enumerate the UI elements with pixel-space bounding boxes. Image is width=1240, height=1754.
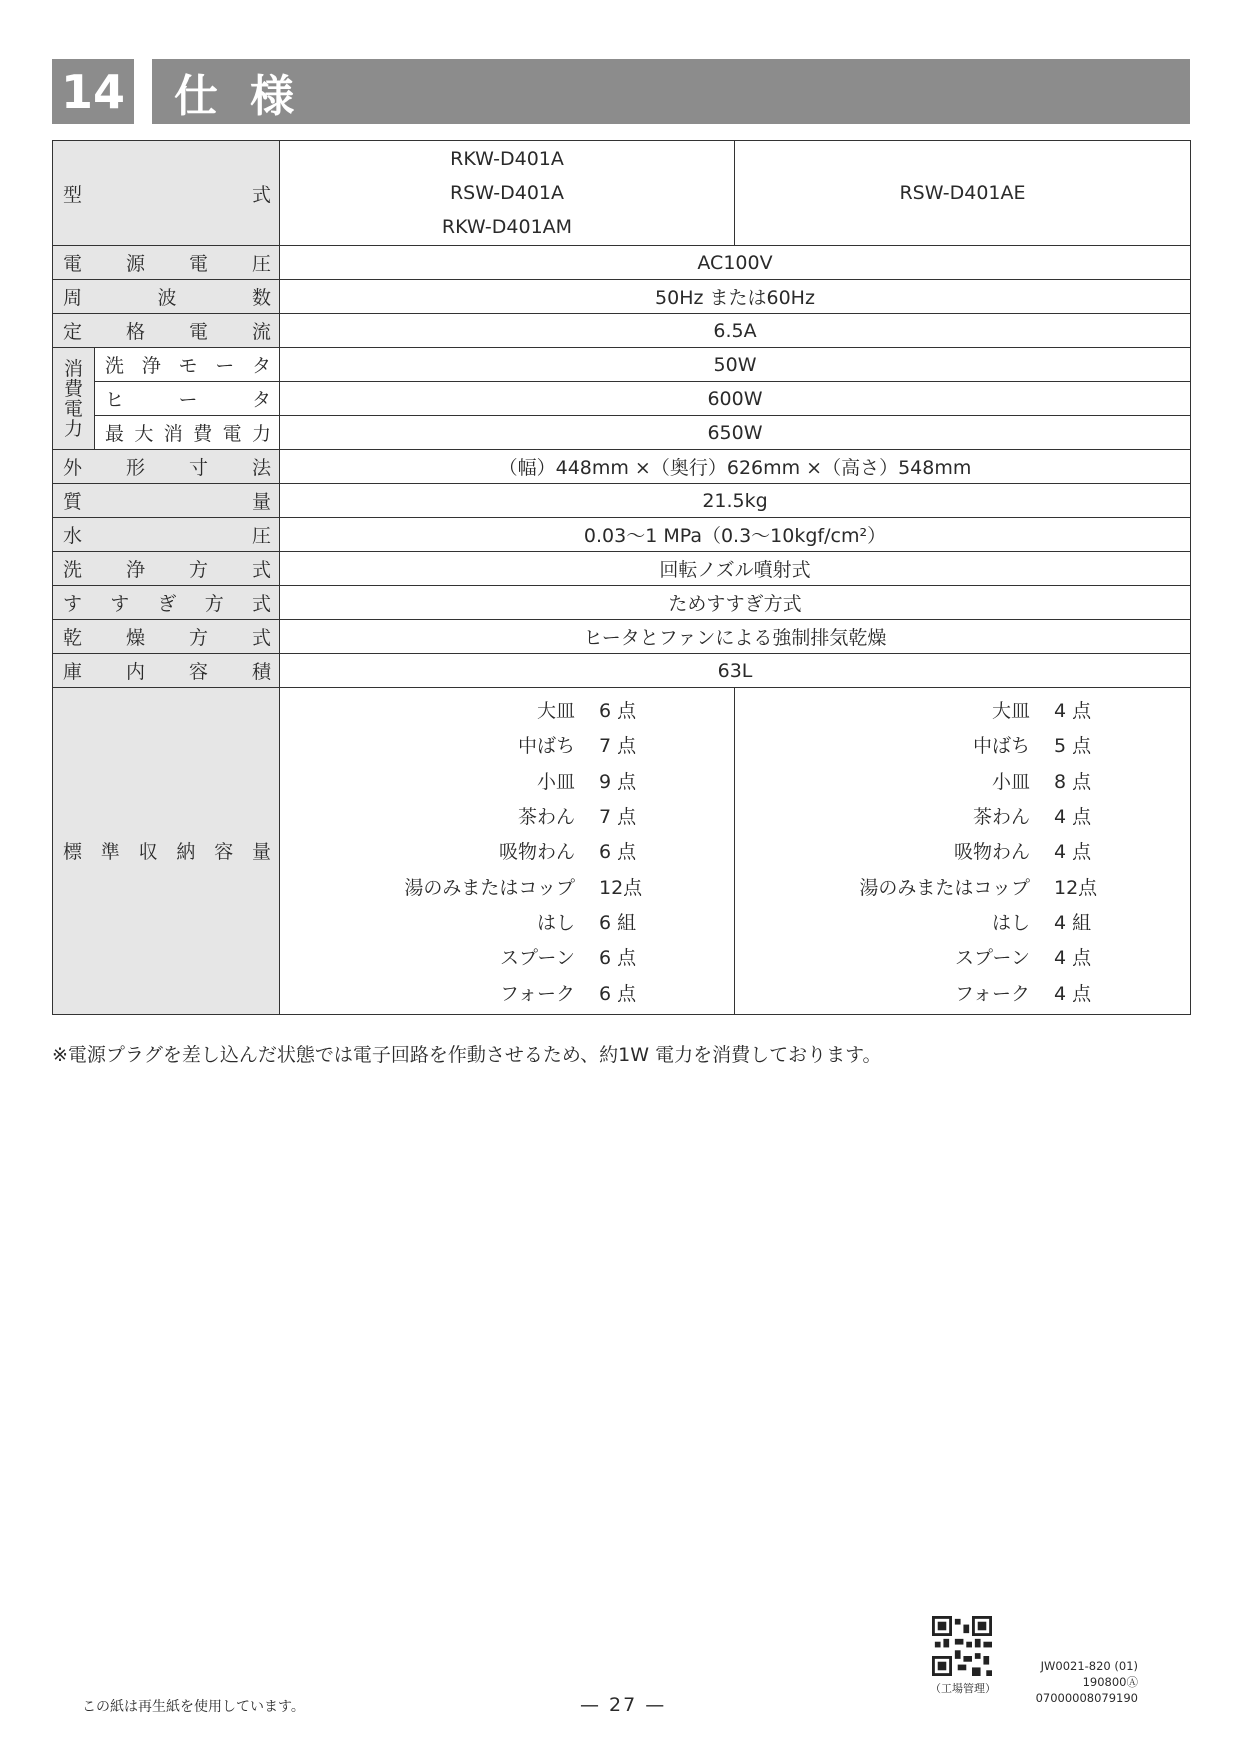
item-quantity: 7 点 — [599, 806, 637, 829]
section-title: 仕様 — [152, 59, 1190, 124]
row-label: 電 源 電 圧 — [63, 253, 271, 275]
label-cell — [53, 552, 280, 586]
spec-row — [53, 314, 1191, 348]
item-quantity: 4 点 — [1054, 947, 1092, 970]
row-label: す す ぎ 方 式 — [63, 593, 271, 615]
row-label: 乾 燥 方 式 — [63, 627, 271, 649]
power-group-text: 消 費 電 力 — [63, 357, 83, 440]
model-row — [53, 141, 1191, 246]
capacity-item — [735, 868, 1190, 903]
value-cell: 6.5A — [280, 314, 1191, 348]
label-cell — [53, 484, 280, 518]
item-name: はし — [991, 911, 1030, 934]
doc-code: 190800Ⓐ — [1082, 1675, 1138, 1689]
item-name: 茶わん — [517, 806, 575, 829]
item-name: 湯のみまたはコップ — [859, 876, 1030, 899]
capacity-item — [280, 798, 734, 833]
row-label: 質 量 — [63, 491, 271, 513]
power-row — [53, 382, 1191, 416]
model-name: RKW-D401AM — [441, 216, 573, 238]
document-codes — [1020, 1658, 1138, 1706]
row-label: 洗 浄 モ ー タ — [105, 355, 271, 377]
label-cell — [53, 518, 280, 552]
capacity-item — [280, 692, 734, 727]
power-label-cell — [95, 348, 280, 382]
capacity-item — [735, 798, 1190, 833]
item-quantity: 4 組 — [1054, 911, 1092, 934]
label-cell — [53, 450, 280, 484]
power-value-cell: 600W — [280, 382, 1191, 416]
label-cell — [53, 280, 280, 314]
item-name: 大皿 — [536, 700, 575, 723]
item-quantity: 4 点 — [1054, 806, 1092, 829]
value-cell: ヒータとファンによる強制排気乾燥 — [280, 620, 1191, 654]
item-name: 湯のみまたはコップ — [404, 876, 575, 899]
doc-code: JW0021-820 (01) — [1040, 1659, 1138, 1673]
capacity-item — [735, 939, 1190, 974]
doc-code: 07000008079190 — [1035, 1691, 1138, 1705]
item-name: はし — [536, 911, 575, 934]
item-name: スプーン — [499, 947, 575, 970]
model-col1 — [280, 141, 735, 246]
capacity-item — [735, 974, 1190, 1009]
item-name: 吸物わん — [953, 841, 1030, 864]
model-label-cell — [53, 141, 280, 246]
item-quantity: 12点 — [1054, 876, 1098, 899]
page-number: — 27 — — [580, 1694, 667, 1716]
spec-row — [53, 654, 1191, 688]
item-quantity: 6 点 — [599, 700, 637, 723]
item-quantity: 7 点 — [599, 735, 637, 758]
item-quantity: 6 点 — [599, 982, 637, 1005]
section-header — [52, 59, 1190, 124]
power-value-cell: 650W — [280, 416, 1191, 450]
spec-row — [53, 246, 1191, 280]
power-note: ※電源プラグを差し込んだ状態では電子回路を作動させるため、約1W 電力を消費しております。 — [52, 1044, 882, 1066]
spec-row — [53, 586, 1191, 620]
item-name: 茶わん — [972, 806, 1030, 829]
item-quantity: 12点 — [599, 876, 643, 899]
item-name: 小皿 — [536, 770, 575, 793]
row-label: 水 圧 — [63, 525, 271, 547]
qr-code-icon — [932, 1616, 992, 1676]
item-quantity: 8 点 — [1054, 770, 1092, 793]
value-cell: 21.5kg — [280, 484, 1191, 518]
spec-row — [53, 518, 1191, 552]
capacity-item — [280, 868, 734, 903]
item-quantity: 6 点 — [599, 947, 637, 970]
value-cell: （幅）448mm ×（奥行）626mm ×（高さ）548mm — [280, 450, 1191, 484]
recycled-paper-note: この紙は再生紙を使用しています。 — [82, 1699, 305, 1715]
capacity-label-cell — [53, 688, 280, 1015]
capacity-item — [280, 974, 734, 1009]
power-row — [53, 348, 1191, 382]
row-label: 最 大 消 費 電 力 — [105, 423, 271, 445]
row-label: 庫 内 容 積 — [63, 661, 271, 683]
power-row — [53, 416, 1191, 450]
power-value-cell: 50W — [280, 348, 1191, 382]
item-name: 小皿 — [991, 770, 1030, 793]
value-cell: 50Hz または60Hz — [280, 280, 1191, 314]
capacity-item — [735, 763, 1190, 798]
power-label-cell — [95, 416, 280, 450]
capacity-item — [735, 904, 1190, 939]
item-quantity: 5 点 — [1054, 735, 1092, 758]
capacity-item — [735, 727, 1190, 762]
item-quantity: 9 点 — [599, 770, 637, 793]
value-cell: ためすすぎ方式 — [280, 586, 1191, 620]
section-number: 14 — [52, 59, 134, 124]
qr-caption: （工場管理） — [930, 1682, 996, 1695]
value-cell: 回転ノズル噴射式 — [280, 552, 1191, 586]
label-cell — [53, 586, 280, 620]
row-label: 標 準 収 納 容 量 — [63, 841, 271, 864]
item-quantity: 6 組 — [599, 911, 637, 934]
spec-row — [53, 450, 1191, 484]
capacity-item — [280, 727, 734, 762]
capacity-row — [53, 688, 1191, 1015]
power-group-label — [53, 348, 95, 450]
label-cell — [53, 314, 280, 348]
spec-row — [53, 280, 1191, 314]
item-name: 吸物わん — [498, 841, 575, 864]
capacity-col1 — [280, 688, 735, 1015]
capacity-col2 — [735, 688, 1191, 1015]
item-name: 大皿 — [991, 700, 1030, 723]
label-cell — [53, 620, 280, 654]
spec-row — [53, 620, 1191, 654]
label-cell — [53, 246, 280, 280]
spec-table — [52, 140, 1191, 1015]
row-label: 洗 浄 方 式 — [63, 559, 271, 581]
capacity-item — [280, 904, 734, 939]
item-quantity: 4 点 — [1054, 700, 1092, 723]
item-name: フォーク — [954, 982, 1030, 1005]
value-cell: 0.03～1 MPa（0.3～10kgf/cm²） — [280, 518, 1191, 552]
row-label: 外 形 寸 法 — [63, 457, 271, 479]
row-label: ヒ ー タ — [105, 389, 271, 411]
spec-row — [53, 484, 1191, 518]
item-name: スプーン — [954, 947, 1030, 970]
row-label: 型 式 — [63, 183, 271, 206]
label-cell — [53, 654, 280, 688]
value-cell: 63L — [280, 654, 1191, 688]
value-cell: AC100V — [280, 246, 1191, 280]
spec-row — [53, 552, 1191, 586]
power-label-cell — [95, 382, 280, 416]
capacity-item — [735, 692, 1190, 727]
capacity-item — [735, 833, 1190, 868]
item-name: 中ばち — [972, 735, 1030, 758]
model-col2: RSW-D401AE — [735, 141, 1191, 246]
item-name: 中ばち — [517, 735, 575, 758]
capacity-item — [280, 939, 734, 974]
item-name: フォーク — [499, 982, 575, 1005]
row-label: 定 格 電 流 — [63, 321, 271, 343]
model-name: RKW-D401A — [450, 148, 564, 170]
model-name: RSW-D401A — [449, 182, 565, 204]
item-quantity: 4 点 — [1054, 982, 1092, 1005]
row-label: 周 波 数 — [63, 287, 271, 309]
item-quantity: 6 点 — [599, 841, 637, 864]
item-quantity: 4 点 — [1054, 841, 1092, 864]
capacity-item — [280, 763, 734, 798]
capacity-item — [280, 833, 734, 868]
